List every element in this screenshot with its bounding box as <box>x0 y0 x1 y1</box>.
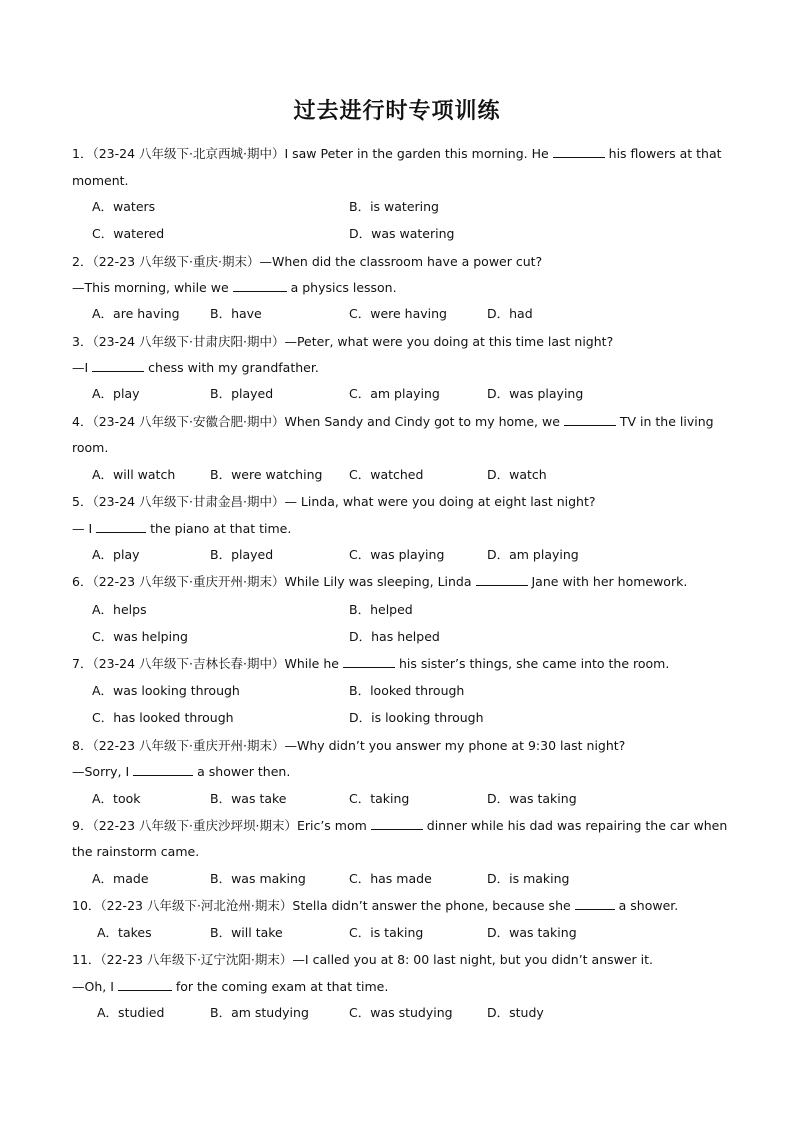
option-d[interactable]: D．is looking through <box>349 710 484 725</box>
question-number: 5． <box>72 494 93 509</box>
question-number: 1． <box>72 146 93 161</box>
question-number: 11． <box>72 952 101 967</box>
option-a[interactable]: A．takes <box>97 925 152 940</box>
question-text: —I <box>72 360 89 375</box>
question-source: （22-23 八年级下·辽宁沈阳·期末） <box>100 952 293 967</box>
option-c[interactable]: C．watched <box>349 467 424 482</box>
option-b[interactable]: B．helped <box>349 602 413 617</box>
option-d[interactable]: D．study <box>487 1005 544 1020</box>
option-a[interactable]: A．made <box>92 871 149 886</box>
option-a[interactable]: A．are having <box>92 306 180 321</box>
question-2-response <box>72 280 722 296</box>
question-source: （22-23 八年级下·河北沧州·期末） <box>100 898 293 913</box>
option-b[interactable]: B．have <box>210 306 262 321</box>
option-a[interactable]: A．helps <box>92 602 147 617</box>
question-source: （23-24 八年级下·甘肃庆阳·期中） <box>92 334 285 349</box>
question-4-stem <box>72 414 722 430</box>
option-a[interactable]: A．play <box>92 386 140 401</box>
question-source: （23-24 八年级下·北京西城·期中） <box>92 146 285 161</box>
option-d[interactable]: D．am playing <box>487 547 579 562</box>
option-c[interactable]: C．taking <box>349 791 410 806</box>
question-source: （22-23 八年级下·重庆开州·期末） <box>92 738 285 753</box>
option-c[interactable]: C．was studying <box>349 1005 453 1020</box>
option-c[interactable]: C．has looked through <box>92 710 234 725</box>
answer-blank[interactable] <box>233 280 287 292</box>
option-b[interactable]: B．were watching <box>210 467 323 482</box>
question-text: —Why didn’t you answer my phone at 9:30 last night? <box>284 738 626 753</box>
question-11-stem <box>72 952 722 968</box>
question-9-stem <box>72 818 728 834</box>
option-b[interactable]: B．was take <box>210 791 287 806</box>
option-b[interactable]: B．am studying <box>210 1005 309 1020</box>
question-1-continuation: moment. <box>72 173 129 188</box>
question-text: —When did the classroom have a power cut? <box>259 254 543 269</box>
question-5-response <box>72 521 722 537</box>
question-text: Stella didn’t answer the phone, because she <box>292 898 571 913</box>
question-number: 8． <box>72 738 93 753</box>
question-text: his flowers at that <box>608 146 722 161</box>
question-text: I saw Peter in the garden this morning. He <box>284 146 549 161</box>
question-11-response <box>72 979 722 995</box>
question-2-stem <box>72 254 722 270</box>
question-text: his sister’s things, she came into the room. <box>398 656 670 671</box>
option-c[interactable]: C．was helping <box>92 629 188 644</box>
answer-blank[interactable] <box>371 818 423 830</box>
answer-blank[interactable] <box>118 979 172 991</box>
question-3-response <box>72 360 722 376</box>
question-text: —Peter, what were you doing at this time last night? <box>284 334 614 349</box>
option-b[interactable]: B．is watering <box>349 199 439 214</box>
question-5-stem <box>72 494 722 510</box>
question-text: —This morning, while we <box>72 280 229 295</box>
option-a[interactable]: A．play <box>92 547 140 562</box>
question-number: 3． <box>72 334 93 349</box>
answer-blank[interactable] <box>133 764 193 776</box>
option-c[interactable]: C．am playing <box>349 386 440 401</box>
question-text: Eric’s mom <box>296 818 367 833</box>
question-text: dinner while his dad was repairing the car when <box>426 818 728 833</box>
answer-blank[interactable] <box>575 898 615 910</box>
question-number: 7． <box>72 656 93 671</box>
option-c[interactable]: C．was playing <box>349 547 445 562</box>
question-source: （22-23 八年级下·重庆开州·期末） <box>92 574 285 589</box>
option-b[interactable]: B．will take <box>210 925 283 940</box>
answer-blank[interactable] <box>564 414 616 426</box>
question-text: —I called you at 8: 00 last night, but you didn’t answer it. <box>292 952 654 967</box>
option-c[interactable]: C．watered <box>92 226 165 241</box>
question-text: While Lily was sleeping, Linda <box>284 574 472 589</box>
option-b[interactable]: B．was making <box>210 871 306 886</box>
option-c[interactable]: C．were having <box>349 306 447 321</box>
question-text: the piano at that time. <box>150 521 292 536</box>
question-text: chess with my grandfather. <box>148 360 319 375</box>
question-4-continuation: room. <box>72 440 109 455</box>
answer-blank[interactable] <box>343 656 395 668</box>
question-text: a shower. <box>618 898 679 913</box>
question-number: 10． <box>72 898 101 913</box>
question-7-stem <box>72 656 722 672</box>
option-d[interactable]: D．watch <box>487 467 547 482</box>
question-number: 2． <box>72 254 93 269</box>
question-8-stem <box>72 738 722 754</box>
question-9-continuation: the rainstorm came. <box>72 844 200 859</box>
question-text: for the coming exam at that time. <box>175 979 389 994</box>
option-d[interactable]: D．was taking <box>487 791 577 806</box>
question-text: — Linda, what were you doing at eight last night? <box>284 494 596 509</box>
option-a[interactable]: A．was looking through <box>92 683 240 698</box>
option-a[interactable]: A．will watch <box>92 467 176 482</box>
option-c[interactable]: C．is taking <box>349 925 424 940</box>
question-text: While he <box>284 656 339 671</box>
question-text: —Sorry, I <box>72 764 130 779</box>
option-d[interactable]: D．was watering <box>349 226 455 241</box>
question-text: a shower then. <box>197 764 291 779</box>
option-b[interactable]: B．looked through <box>349 683 465 698</box>
question-text: — I <box>72 521 93 536</box>
option-b[interactable]: B．played <box>210 386 274 401</box>
question-3-stem <box>72 334 722 350</box>
question-source: （23-24 八年级下·甘肃金昌·期中） <box>92 494 285 509</box>
option-d[interactable]: D．was playing <box>487 386 584 401</box>
option-a[interactable]: A．studied <box>97 1005 165 1020</box>
option-a[interactable]: A．waters <box>92 199 156 214</box>
question-source: （22-23 八年级下·重庆·期末） <box>92 254 260 269</box>
question-number: 9． <box>72 818 93 833</box>
question-text: When Sandy and Cindy got to my home, we <box>284 414 560 429</box>
question-6-stem <box>72 574 722 590</box>
question-source: （23-24 八年级下·吉林长春·期中） <box>92 656 285 671</box>
page-title: 过去进行时专项训练 <box>293 99 501 124</box>
answer-blank[interactable] <box>476 574 528 586</box>
option-d[interactable]: D．has helped <box>349 629 440 644</box>
option-d[interactable]: D．was taking <box>487 925 577 940</box>
answer-blank[interactable] <box>96 521 146 533</box>
option-c[interactable]: C．has made <box>349 871 432 886</box>
question-text: —Oh, I <box>72 979 114 994</box>
question-1-stem <box>72 146 722 162</box>
option-a[interactable]: A．took <box>92 791 141 806</box>
question-number: 4． <box>72 414 93 429</box>
question-text: a physics lesson. <box>290 280 397 295</box>
question-source: （23-24 八年级下·安徽合肥·期中） <box>92 414 285 429</box>
question-10-stem <box>72 898 722 914</box>
answer-blank[interactable] <box>92 360 144 372</box>
answer-blank[interactable] <box>553 146 605 158</box>
question-number: 6． <box>72 574 93 589</box>
option-b[interactable]: B．played <box>210 547 274 562</box>
option-d[interactable]: D．is making <box>487 871 570 886</box>
question-text: Jane with her homework. <box>531 574 688 589</box>
question-8-response <box>72 764 722 780</box>
question-text: TV in the living <box>619 414 714 429</box>
option-d[interactable]: D．had <box>487 306 533 321</box>
question-source: （22-23 八年级下·重庆沙坪坝·期末） <box>92 818 297 833</box>
